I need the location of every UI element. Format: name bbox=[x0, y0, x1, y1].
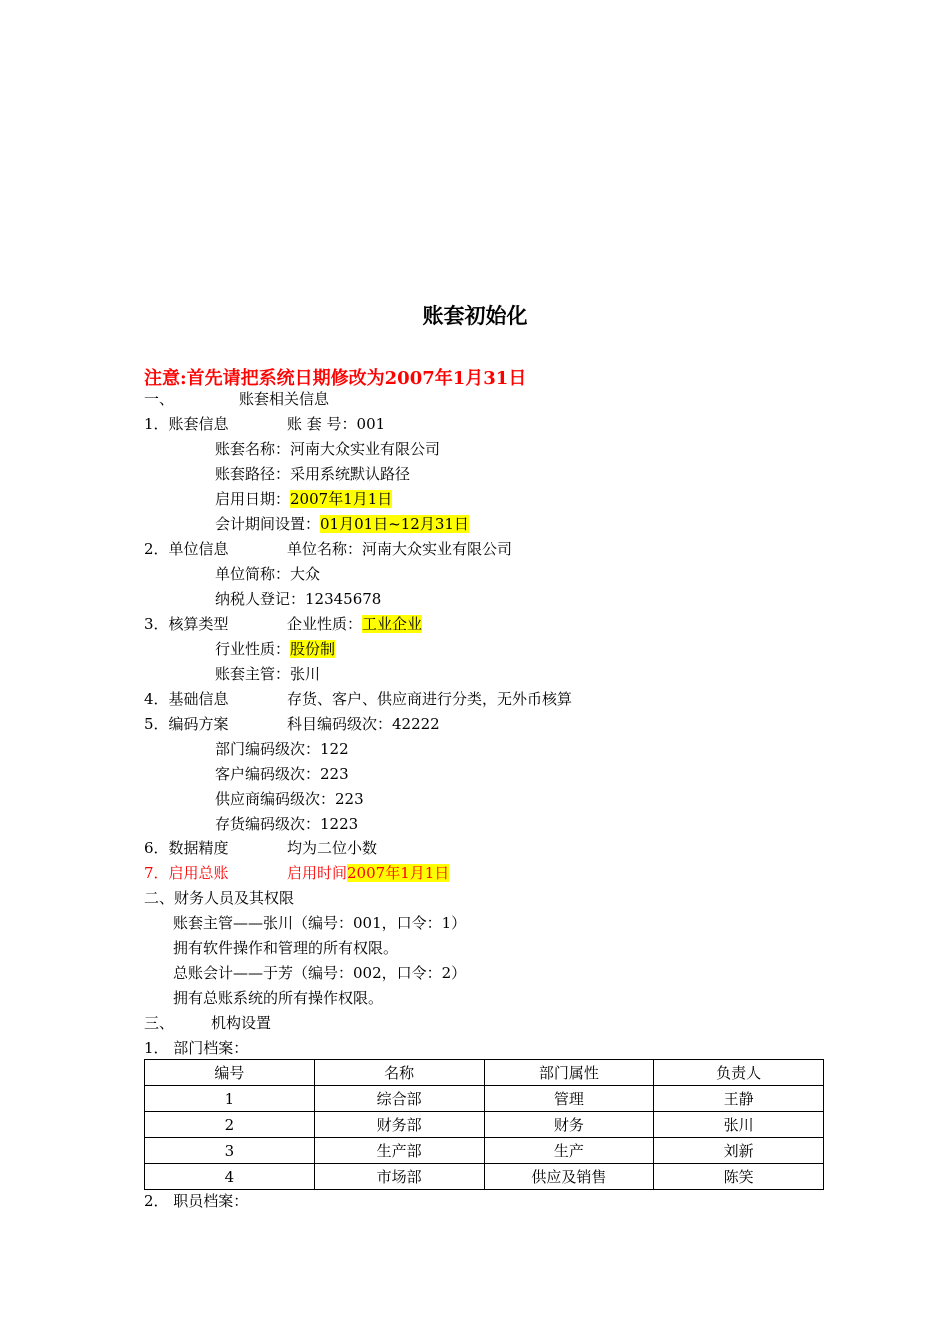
start-date-value: 2007年1月1日 bbox=[290, 490, 393, 508]
accountant-permission: 拥有总账系统的所有操作权限。 bbox=[173, 989, 384, 1007]
industry-type bbox=[215, 639, 335, 659]
table-cell: 王静 bbox=[654, 1086, 824, 1112]
table-cell: 生产部 bbox=[314, 1138, 484, 1164]
period-label: 会计期间设置： bbox=[215, 515, 321, 533]
start-date-label: 启用日期： bbox=[215, 490, 291, 508]
table-cell: 市场部 bbox=[314, 1164, 484, 1190]
enterprise-type-value: 工业企业 bbox=[362, 615, 423, 633]
period-row bbox=[215, 514, 469, 534]
account-path: 账套路径：采用系统默认路径 bbox=[215, 465, 411, 483]
taxpayer-registration: 纳税人登记：12345678 bbox=[215, 590, 382, 608]
item-6-label: 6．数据精度 bbox=[144, 839, 229, 857]
table-cell: 综合部 bbox=[314, 1086, 484, 1112]
section-3-number: 三、 bbox=[144, 1014, 175, 1032]
item-5-label: 5．编码方案 bbox=[144, 715, 229, 733]
supervisor-info: 账套主管——张川（编号：001，口令：1） bbox=[173, 914, 467, 932]
dept-archive-label: 1． 部门档案： bbox=[144, 1039, 249, 1057]
table-header-cell: 部门属性 bbox=[484, 1060, 654, 1086]
section-2-title: 二、财务人员及其权限 bbox=[144, 889, 295, 907]
table-cell: 2 bbox=[145, 1112, 315, 1138]
staff-archive-label: 2． 职员档案： bbox=[144, 1192, 249, 1210]
table-row bbox=[145, 1164, 824, 1190]
table-row bbox=[145, 1086, 824, 1112]
unit-name: 单位名称：河南大众实业有限公司 bbox=[287, 540, 513, 558]
data-precision-value: 均为二位小数 bbox=[287, 839, 378, 857]
section-3-title: 机构设置 bbox=[211, 1014, 272, 1032]
table-header-cell: 名称 bbox=[314, 1060, 484, 1086]
stock-code-levels: 存货编码级次：1223 bbox=[215, 815, 359, 833]
table-header-cell: 编号 bbox=[145, 1060, 315, 1086]
enterprise-type-label: 企业性质： bbox=[287, 615, 363, 633]
account-name: 账套名称：河南大众实业有限公司 bbox=[215, 440, 441, 458]
section-1-number: 一、 bbox=[144, 390, 175, 408]
item-3-label: 3．核算类型 bbox=[144, 615, 229, 633]
supplier-code-levels: 供应商编码级次：223 bbox=[215, 790, 364, 808]
document-title: 账套初始化 bbox=[422, 303, 528, 328]
table-cell: 4 bbox=[145, 1164, 315, 1190]
enterprise-type bbox=[287, 614, 422, 634]
item-7-label: 7．启用总账 bbox=[144, 864, 229, 882]
unit-short-name: 单位简称：大众 bbox=[215, 565, 321, 583]
period-value: 01月01日~12月31日 bbox=[320, 515, 469, 533]
basic-info-value: 存货、客户、供应商进行分类，无外币核算 bbox=[287, 690, 573, 708]
table-header-row bbox=[145, 1060, 824, 1086]
table-cell: 张川 bbox=[654, 1112, 824, 1138]
item-4-label: 4．基础信息 bbox=[144, 690, 229, 708]
table-cell: 供应及销售 bbox=[484, 1164, 654, 1190]
account-supervisor: 账套主管：张川 bbox=[215, 665, 321, 683]
subject-code-levels: 科目编码级次：42222 bbox=[287, 715, 440, 733]
ledger-start-time-value: 2007年1月1日 bbox=[347, 864, 450, 882]
table-cell: 3 bbox=[145, 1138, 315, 1164]
table-cell: 1 bbox=[145, 1086, 315, 1112]
table-row bbox=[145, 1138, 824, 1164]
notice-text: 注意:首先请把系统日期修改为2007年1月31日 bbox=[144, 368, 527, 389]
account-number: 账 套 号：001 bbox=[287, 415, 386, 433]
item-2-label: 2．单位信息 bbox=[144, 540, 229, 558]
table-cell: 财务 bbox=[484, 1112, 654, 1138]
table-cell: 陈笑 bbox=[654, 1164, 824, 1190]
accountant-info: 总账会计——于芳（编号：002，口令：2） bbox=[173, 964, 467, 982]
supervisor-permission: 拥有软件操作和管理的所有权限。 bbox=[173, 939, 399, 957]
dept-archive-table bbox=[144, 1059, 824, 1190]
table-header-cell: 负责人 bbox=[654, 1060, 824, 1086]
industry-type-label: 行业性质： bbox=[215, 640, 291, 658]
item-1-label: 1．账套信息 bbox=[144, 415, 229, 433]
start-date-row bbox=[215, 489, 392, 509]
table-cell: 财务部 bbox=[314, 1112, 484, 1138]
table-cell: 生产 bbox=[484, 1138, 654, 1164]
customer-code-levels: 客户编码级次：223 bbox=[215, 765, 349, 783]
ledger-start-time-label: 启用时间 bbox=[287, 864, 348, 882]
dept-code-levels: 部门编码级次：122 bbox=[215, 740, 349, 758]
table-cell: 管理 bbox=[484, 1086, 654, 1112]
table-row bbox=[145, 1112, 824, 1138]
ledger-start-time bbox=[287, 863, 449, 883]
industry-type-value: 股份制 bbox=[290, 640, 336, 658]
section-1-title: 账套相关信息 bbox=[239, 390, 330, 408]
table-cell: 刘新 bbox=[654, 1138, 824, 1164]
